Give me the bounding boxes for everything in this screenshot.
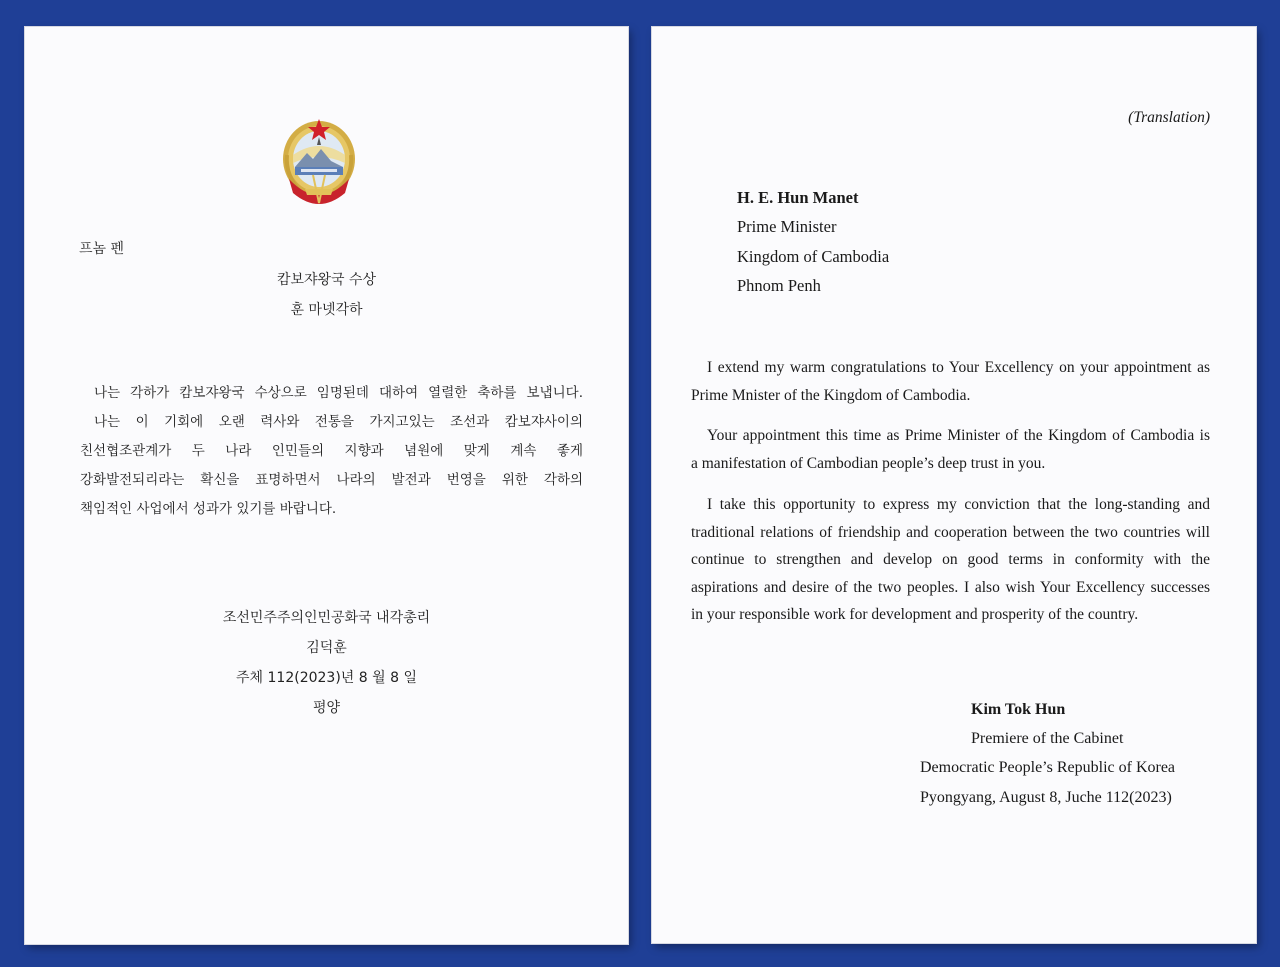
letter-paragraph-1: [80, 379, 583, 408]
addressee-title: 캄보쟈왕국 수상: [276, 272, 377, 288]
letter-paragraph-2: [80, 408, 583, 524]
recipient-city: 프놈 펜: [79, 241, 125, 257]
letter-paragraph-1: [691, 354, 1210, 409]
body-line: 친선협조관계가 두 나라 인민들의 지향과 념원에 맞게 계속 좋게: [80, 443, 583, 459]
signer-title: 조선민주주의인민공화국 내각총리: [222, 610, 431, 626]
body-line: I extend my warm congratulations to Your Excellency on your appointment as: [707, 359, 1210, 376]
body-line: I take this opportunity to express my conviction that the long-standing and: [707, 496, 1210, 513]
addressee-city: Phnom Penh: [737, 276, 821, 295]
translation-label: (Translation): [1128, 109, 1210, 126]
body-line: Prime Mnister of the Kingdom of Cambodia.: [691, 386, 971, 404]
signer-name: Kim Tok Hun: [971, 701, 1066, 718]
english-translation-page: [652, 27, 1256, 943]
letter-paragraph-2: [691, 422, 1210, 477]
body-line: traditional relations of friendship and cooperation between the two countries will: [691, 523, 1210, 541]
body-line: continue to strengthen and develop on good terms in conformity with the: [691, 551, 1210, 568]
body-line: in your responsible work for development and prosperity of the country.: [691, 606, 1139, 623]
body-line: a manifestation of Cambodian people’s deep trust in you.: [691, 454, 1046, 472]
body-line: 나는 이 기회에 오랜 력사와 전통을 가지고있는 조선과 캄보쟈사이의: [94, 414, 583, 430]
addressee-name: 훈 마넷각하: [290, 302, 363, 318]
body-line: aspirations and desire of the two peoples. I also wish Your Excellency successes: [691, 578, 1210, 596]
state-emblem-icon: [279, 115, 359, 211]
addressee-name: H. E. Hun Manet: [737, 188, 859, 207]
korean-letter-page: [25, 27, 628, 944]
signer-name: 김덕훈: [306, 640, 347, 656]
addressee-country: Kingdom of Cambodia: [737, 247, 890, 266]
letter-paragraph-3: [691, 491, 1210, 629]
letter-place: 평양: [312, 700, 341, 716]
addressee-title: Prime Minister: [737, 217, 837, 236]
body-line: 책임적인 사업에서 성과가 있기를 바랍니다.: [80, 501, 337, 517]
body-line: 강화발전되리라는 확신을 표명하면서 나라의 발전과 번영을 위한 각하의: [80, 472, 583, 488]
body-line: Your appointment this time as Prime Minister of the Kingdom of Cambodia is: [707, 427, 1210, 444]
signer-country: Democratic People’s Republic of Korea: [920, 759, 1176, 776]
body-line: 나는 각하가 캄보쟈왕국 수상으로 임명된데 대하여 열렬한 축하를 보냅니다.: [94, 385, 583, 401]
letter-date: 주체 112(2023)년 8 월 8 일: [236, 670, 417, 686]
letter-date: Pyongyang, August 8, Juche 112(2023): [920, 789, 1172, 806]
signer-title: Premiere of the Cabinet: [971, 730, 1124, 747]
